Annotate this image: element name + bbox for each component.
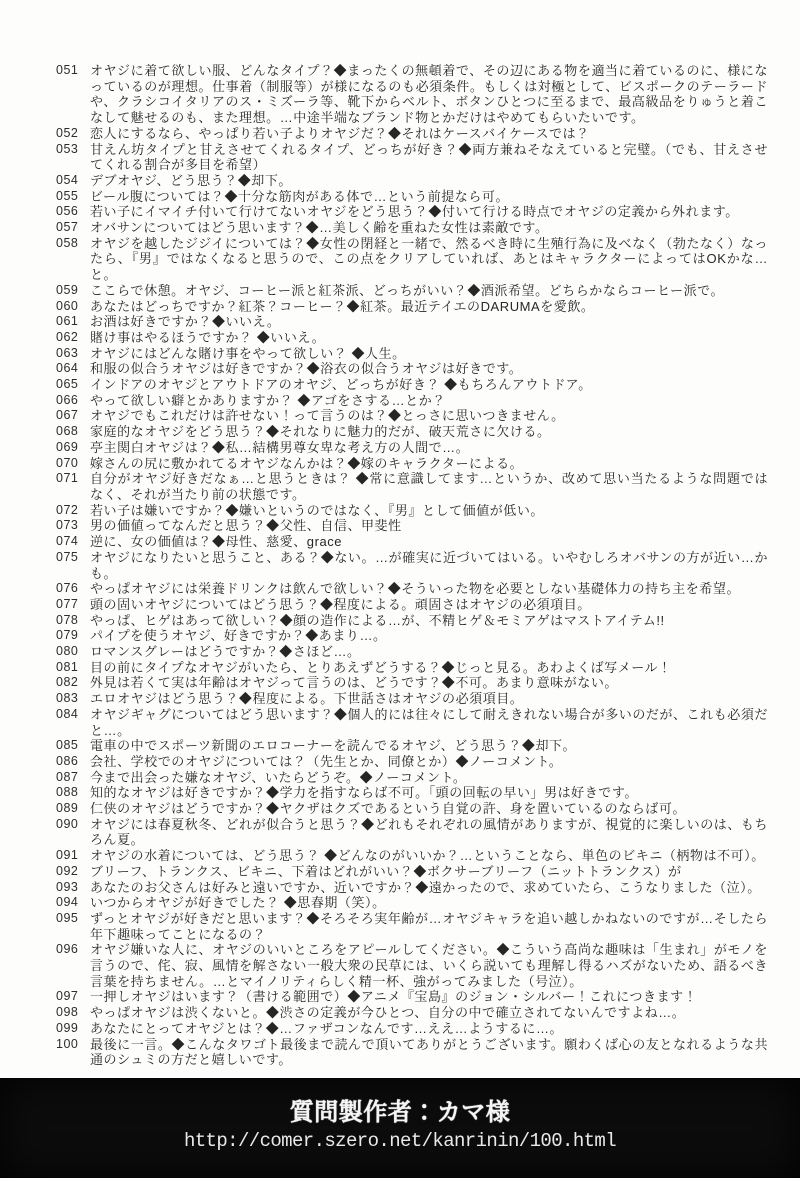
qa-item [56, 613, 768, 629]
qa-text: ずっとオヤジが好きだと思います？◆そろそろ実年齢が…オヤジキャラを追い越しかねないのですが…そしたら年下趣味ってことになるの？ [90, 910, 768, 942]
qa-item [56, 440, 768, 456]
qa-item [56, 738, 768, 754]
qa-number: 058 [56, 235, 79, 250]
footer-credit-label: 質問製作者：カマ様 [289, 1099, 511, 1126]
qa-number: 053 [56, 141, 79, 156]
qa-item [56, 895, 768, 911]
qa-item [56, 456, 768, 472]
qa-item [56, 675, 768, 691]
qa-number: 091 [56, 848, 79, 863]
qa-text: 一押しオヤジはいます？（書ける範囲で）◆アニメ『宝島』のジョン・シルバー！これにつきます！ [90, 989, 698, 1005]
qa-number: 097 [56, 989, 79, 1004]
qa-text: ビール腹については？◆十分な筋肉がある体で…という前提なら可。 [90, 188, 510, 204]
qa-text: 頭の固いオヤジについてはどう思う？◆程度による。頑固さはオヤジの必須項目。 [90, 596, 591, 612]
qa-text: やっぱ、ヒゲはあって欲しい？◆顔の造作による…が、不精ヒゲ＆モミアゲはマストアイテム!! [90, 612, 665, 628]
qa-item [56, 942, 768, 989]
qa-number: 085 [56, 738, 79, 753]
qa-item [56, 644, 768, 660]
qa-number: 076 [56, 581, 79, 596]
qa-number: 066 [56, 392, 79, 407]
qa-text: 甘えん坊タイプと甘えさせてくれるタイプ、どっちが好き？◆両方兼ねそなえていると完璧。（でも、甘えさせてくれる割合が多目を希望） [90, 141, 768, 173]
qa-item [56, 597, 768, 613]
qa-item [56, 989, 768, 1005]
qa-text: パイプを使うオヤジ、好きですか？◆あまり…。 [90, 628, 387, 644]
qa-item [56, 817, 768, 848]
qa-item [56, 314, 768, 330]
qa-item [56, 63, 768, 126]
qa-item [56, 581, 768, 597]
qa-item [56, 377, 768, 393]
qa-item [56, 550, 768, 581]
qa-number: 099 [56, 1020, 79, 1035]
qa-number: 078 [56, 612, 79, 627]
qa-item [56, 848, 768, 864]
qa-text: オヤジに着て欲しい服、どんなタイプ？◆まったくの無頓着で、その辺にある物を適当に着ているのに、様になっているのが理想。仕事着（制服等）が様になるのも必須条件。もしくは対極として、ビスポークのテーラードや、クラシコイタリアのス・ミズーラ等、靴下からベルト、ボタンひとつに至るまで、最高級品をりゅうと着こなして魅せるのも、また理想。…中途半端なブランド物とかだけはやめてもらいたいです。 [90, 63, 768, 126]
qa-text: オヤジになりたいと思うこと、ある？◆ない。…が確実に近づいてはいる。いやむしろオバサンの方が近い…かも。 [90, 549, 768, 581]
qa-item [56, 283, 768, 299]
qa-item [56, 1021, 768, 1037]
footer-url-text: http://comer.szero.net/kanrinin/100.html [183, 1130, 617, 1152]
qa-number: 070 [56, 455, 79, 470]
qa-item [56, 471, 768, 502]
qa-item [56, 408, 768, 424]
qa-text: 電車の中でスポーツ新聞のエロコーナーを読んでるオヤジ、どう思う？◆却下。 [90, 738, 577, 754]
qa-text: あなたのお父さんは好みと遠いですか、近いですか？◆遠かったので、求めていたら、こうなりました（泣）。 [90, 879, 761, 895]
qa-number: 100 [56, 1036, 79, 1051]
qa-text: あなたはどっちですか？紅茶？コーヒー？◆紅茶。最近テイエのDARUMAを愛飲。 [90, 298, 595, 314]
qa-number: 075 [56, 549, 79, 564]
qa-number: 060 [56, 298, 79, 313]
qa-number: 096 [56, 942, 79, 957]
qa-number: 090 [56, 816, 79, 831]
qa-text: オヤジを越したジジイについては？◆女性の閉経と一緒で、然るべき時に生殖行為に及べなく（勃たなく）なったら、『男』ではなくなると思うので、この点をクリアしていれば、あとはキャラクターによってはOKかな…と。 [90, 235, 768, 283]
qa-text: お酒は好きですか？◆いいえ。 [90, 314, 281, 330]
qa-item [56, 330, 768, 346]
qa-number: 082 [56, 675, 79, 690]
qa-number: 062 [56, 329, 79, 344]
qa-number: 084 [56, 706, 79, 721]
qa-number: 061 [56, 314, 79, 329]
qa-text: 家庭的なオヤジをどう思う？◆それなりに魅力的だが、破天荒さに欠ける。 [90, 424, 551, 440]
qa-item [56, 142, 768, 173]
qa-text: オヤジ嫌いな人に、オヤジのいいところをアピールしてください。◆こういう高尚な趣味は「生まれ」がモノを言うので、侘、寂、風情を解さない一般大衆の民草には、いくら説いても理解し得るハズがないため、語るべき言葉を持ちません。…とマイノリティらしく精一杯、強がってみました（号泣）。 [90, 942, 768, 989]
qa-text: やっぱオヤジは渋くないと。◆渋さの定義が今ひとつ、自分の中で確立されてないんですよね…。 [90, 1005, 686, 1021]
qa-item [56, 691, 768, 707]
qa-item [56, 189, 768, 205]
qa-number: 073 [56, 518, 79, 533]
qa-text: エロオヤジはどう思う？◆程度による。下世話さはオヤジの必須項目。 [90, 691, 524, 707]
qa-text: インドアのオヤジとアウトドアのオヤジ、どっちが好き？ ◆もちろんアウトドア。 [90, 377, 592, 393]
qa-number: 069 [56, 439, 79, 454]
qa-item [56, 534, 768, 550]
qa-text: 和服の似合うオヤジは好きですか？◆浴衣の似合うオヤジは好きです。 [90, 361, 523, 377]
qa-item [56, 424, 768, 440]
qa-text: 恋人にするなら、やっぱり若い子よりオヤジだ？◆それはケースバイケースでは？ [90, 125, 590, 141]
qa-text: 目の前にタイプなオヤジがいたら、とりあえずどうする？◆じっと見る。あわよくば写メール！ [90, 659, 672, 675]
qa-text: ここらで休憩。オヤジ、コーヒー派と紅茶派、どっちがいい？◆酒派希望。どちらかならコーヒー派で。 [90, 282, 724, 298]
qa-number: 098 [56, 1005, 79, 1020]
qa-item [56, 346, 768, 362]
qa-text: 若い子は嫌いですか？◆嫌いというのではなく、『男』として価値が低い。 [90, 502, 544, 518]
qa-number: 055 [56, 188, 79, 203]
qa-number: 088 [56, 785, 79, 800]
qa-item [56, 518, 768, 534]
qa-item [56, 393, 768, 409]
qa-number: 080 [56, 644, 79, 659]
qa-text: 外見は若くて実は年齢はオヤジって言うのは、どうです？◆不可。あまり意味がない。 [90, 675, 618, 691]
footer-credit-bar [0, 1078, 800, 1178]
qa-number: 051 [56, 63, 79, 77]
qa-item [56, 173, 768, 189]
qa-item [56, 801, 768, 817]
qa-item [56, 503, 768, 519]
qa-text: 若い子にイマイチ付いて行けてないオヤジをどう思う？◆付いて行ける時点でオヤジの定義から外れます。 [90, 204, 739, 220]
qa-item [56, 785, 768, 801]
qa-text: 嫁さんの尻に敷かれてるオヤジなんかは？◆嫁のキャラクターによる。 [90, 455, 524, 471]
qa-text: 男の価値ってなんだと思う？◆父性、自信、甲斐性 [90, 518, 402, 534]
qa-number: 092 [56, 863, 79, 878]
qa-item [56, 1037, 768, 1068]
qa-text: 仁侠のオヤジはどうですか？◆ヤクザはクズであるという自覚の許、身を置いているのならば可。 [90, 801, 686, 817]
qa-number: 067 [56, 408, 79, 423]
qa-text: オヤジの水着については、どう思う？ ◆どんなのがいいか？…ということなら、単色のビキニ（柄物は不可）。 [90, 848, 765, 864]
qa-text: ブリーフ、トランクス、ビキニ、下着はどれがいい？◆ボクサーブリーフ（ニットトランクス）が [90, 863, 682, 879]
qa-text: 亭主関白オヤジは？◆私…結構男尊女卑な考え方の人間で…。 [90, 439, 470, 455]
qa-text: 逆に、女の価値は？◆母性、慈愛、grace [90, 534, 343, 550]
qa-item [56, 204, 768, 220]
qa-text: いつからオヤジが好きでした？ ◆思春期（笑）。 [90, 895, 386, 911]
qa-item [56, 911, 768, 942]
qa-item [56, 707, 768, 738]
qa-number: 057 [56, 220, 79, 235]
qa-number: 068 [56, 424, 79, 439]
qa-item [56, 754, 768, 770]
qa-number: 095 [56, 910, 79, 925]
qa-number: 054 [56, 172, 79, 187]
qa-text: 今まで出会った嫌なオヤジ、いたらどうぞ。◆ノーコメント。 [90, 769, 467, 785]
qa-item [56, 299, 768, 315]
qa-number: 059 [56, 282, 79, 297]
qa-item [56, 660, 768, 676]
qa-item [56, 1005, 768, 1021]
qa-number: 065 [56, 377, 79, 392]
qa-text: 賭け事はやるほうですか？ ◆いいえ。 [90, 329, 326, 345]
qa-number: 072 [56, 502, 79, 517]
qa-number: 077 [56, 596, 79, 611]
qa-number: 074 [56, 534, 79, 549]
qa-number: 063 [56, 345, 79, 360]
qa-item [56, 361, 768, 377]
qa-number: 094 [56, 895, 79, 910]
qa-number: 052 [56, 125, 79, 140]
qa-text: デブオヤジ、どう思う？◆却下。 [90, 172, 292, 188]
qa-number: 087 [56, 769, 79, 784]
qa-text: やっぱオヤジには栄養ドリンクは飲んで欲しい？◆そういった物を必要としない基礎体力の持ち主を希望。 [90, 581, 741, 597]
qa-item [56, 236, 768, 283]
qa-item [56, 628, 768, 644]
qa-number: 071 [56, 471, 79, 486]
qa-text: オバサンについてはどう思います？◆…美しく齢を重ねた女性は素敵です。 [90, 220, 549, 236]
qa-list [56, 63, 768, 1068]
qa-number: 056 [56, 204, 79, 219]
qa-text: ロマンスグレーはどうですか？◆さほど…。 [90, 644, 361, 660]
qa-number: 081 [56, 659, 79, 674]
qa-number: 083 [56, 691, 79, 706]
qa-number: 086 [56, 753, 79, 768]
qa-text: オヤジでもこれだけは許せない！って言うのは？◆とっさに思いつきません。 [90, 408, 565, 424]
qa-number: 079 [56, 628, 79, 643]
qa-text: 自分がオヤジ好きだなぁ…と思うときは？ ◆常に意識してます…というか、改めて思い当たるような問題では なく、それが当たり前の状態です。 [90, 471, 768, 502]
qa-item [56, 880, 768, 896]
qa-item [56, 126, 768, 142]
qa-text: 会社、学校でのオヤジについては？（先生とか、同僚とか）◆ノーコメント。 [90, 753, 563, 769]
qa-text: あなたにとってオヤジとは？◆…ファザコンなんです…ええ…ようするに…。 [90, 1020, 564, 1036]
qa-number: 089 [56, 801, 79, 816]
qa-number: 093 [56, 879, 79, 894]
qa-item [56, 864, 768, 880]
qa-text: やって欲しい癖とかありますか？ ◆アゴをさする…とか？ [90, 392, 446, 408]
qa-text: 知的なオヤジは好きですか？◆学力を指すならば不可。「頭の回転の早い」男は好きです。 [90, 785, 638, 801]
qa-item [56, 220, 768, 236]
qa-text: オヤジには春夏秋冬、どれが似合うと思う？◆どれもそれぞれの風情がありますが、視覚的に楽しいのは、もちろん夏。 [90, 816, 768, 848]
qa-text: 最後に一言。◆こんなタワゴト最後まで読んで頂いてありがとうございます。願わくば心の友となれるような共通のシュミの方だと嬉しいです。 [90, 1036, 768, 1068]
qa-text: オヤジにはどんな賭け事をやって欲しい？ ◆人生。 [90, 345, 406, 361]
qa-text: オヤジギャグについてはどう思います？◆個人的には往々にして耐えきれない場合が多いのだが、これも必須だと…。 [90, 706, 768, 738]
qa-number: 064 [56, 361, 79, 376]
qa-item [56, 770, 768, 786]
